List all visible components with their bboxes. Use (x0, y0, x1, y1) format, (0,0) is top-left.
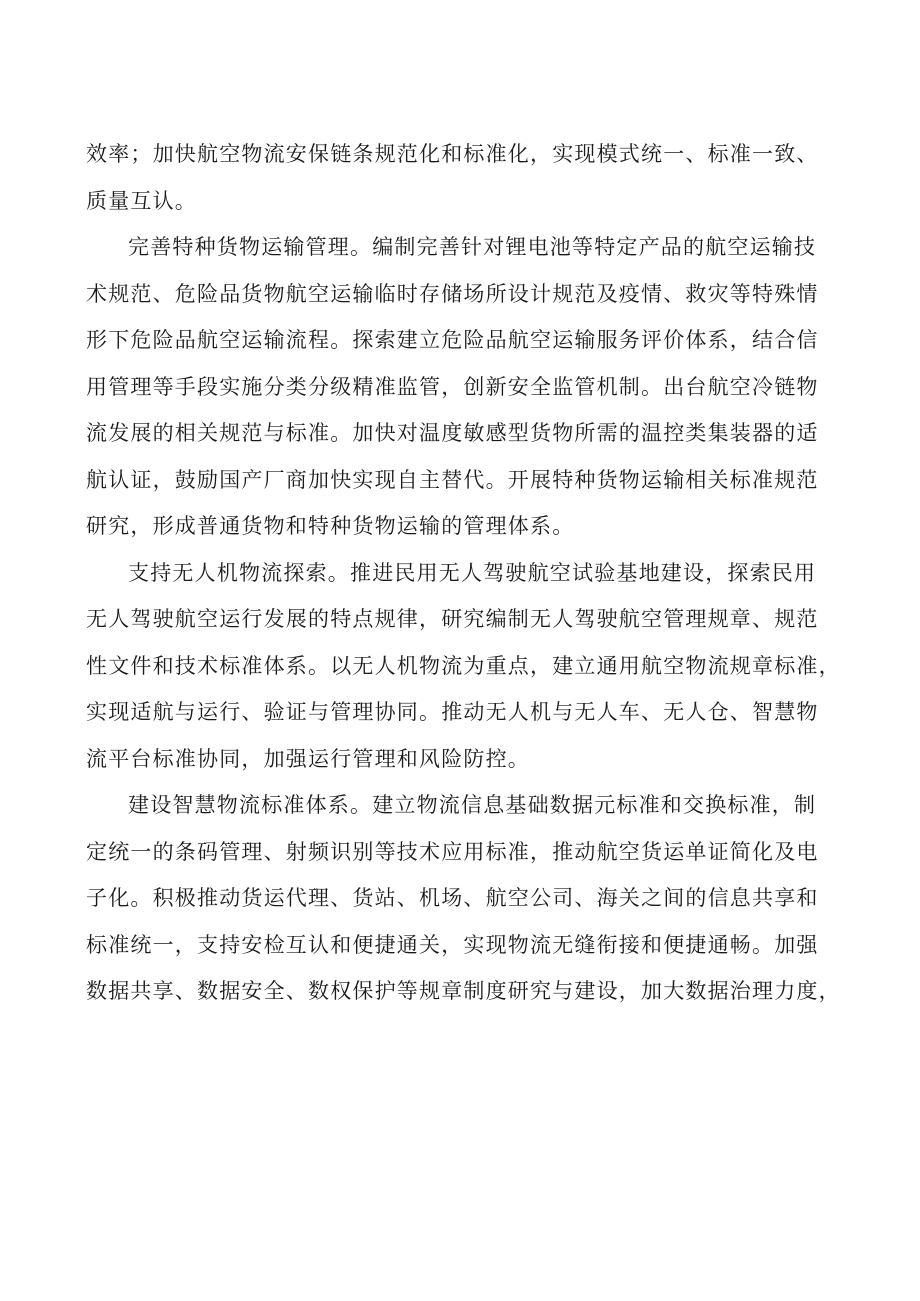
text-line: 用管理等手段实施分类分级精准监管，创新安全监管机制。出台航空冷链物 (86, 375, 819, 399)
paragraph-first-line: 建设智慧物流标准体系。建立物流信息基础数据元标准和交换标准，制 (128, 793, 817, 817)
text-line: 航认证，鼓励国产厂商加快实现自主替代。开展特种货物运输相关标准规范 (86, 468, 819, 492)
text-line: 数据共享、数据安全、数权保护等规章制度研究与建设，加大数据治理力度， (86, 979, 841, 1003)
text-line: 标准统一，支持安检互认和便捷通关，实现物流无缝衔接和便捷通畅。加强 (86, 933, 819, 957)
text-line: 性文件和技术标准体系。以无人机物流为重点，建立通用航空物流规章标准， (86, 654, 841, 678)
text-line: 研究，形成普通货物和特种货物运输的管理体系。 (86, 514, 575, 538)
text-line: 定统一的条码管理、射频识别等技术应用标准，推动航空货运单证简化及电 (86, 840, 819, 864)
text-line: 无人驾驶航空运行发展的特点规律，研究编制无人驾驶航空管理规章、规范 (86, 607, 819, 631)
paragraph-first-line: 支持无人机物流探索。推进民用无人驾驶航空试验基地建设，探索民用 (128, 561, 817, 585)
text-line: 效率；加快航空物流安保链条规范化和标准化，实现模式统一、标准一致、 (86, 142, 819, 166)
text-line: 形下危险品航空运输流程。探索建立危险品航空运输服务评价体系，结合信 (86, 328, 819, 352)
text-line: 质量互认。 (86, 189, 197, 213)
text-line: 流发展的相关规范与标准。加快对温度敏感型货物所需的温控类集装器的适 (86, 421, 819, 445)
paragraph-first-line: 完善特种货物运输管理。编制完善针对锂电池等特定产品的航空运输技 (128, 235, 817, 259)
text-line: 流平台标准协同，加强运行管理和风险防控。 (86, 747, 530, 771)
text-line: 实现适航与运行、验证与管理协同。推动无人机与无人车、无人仓、智慧物 (86, 700, 819, 724)
text-line: 子化。积极推动货运代理、货站、机场、航空公司、海关之间的信息共享和 (86, 886, 819, 910)
text-line: 术规范、危险品货物航空运输临时存储场所设计规范及疫情、救灾等特殊情 (86, 282, 819, 306)
